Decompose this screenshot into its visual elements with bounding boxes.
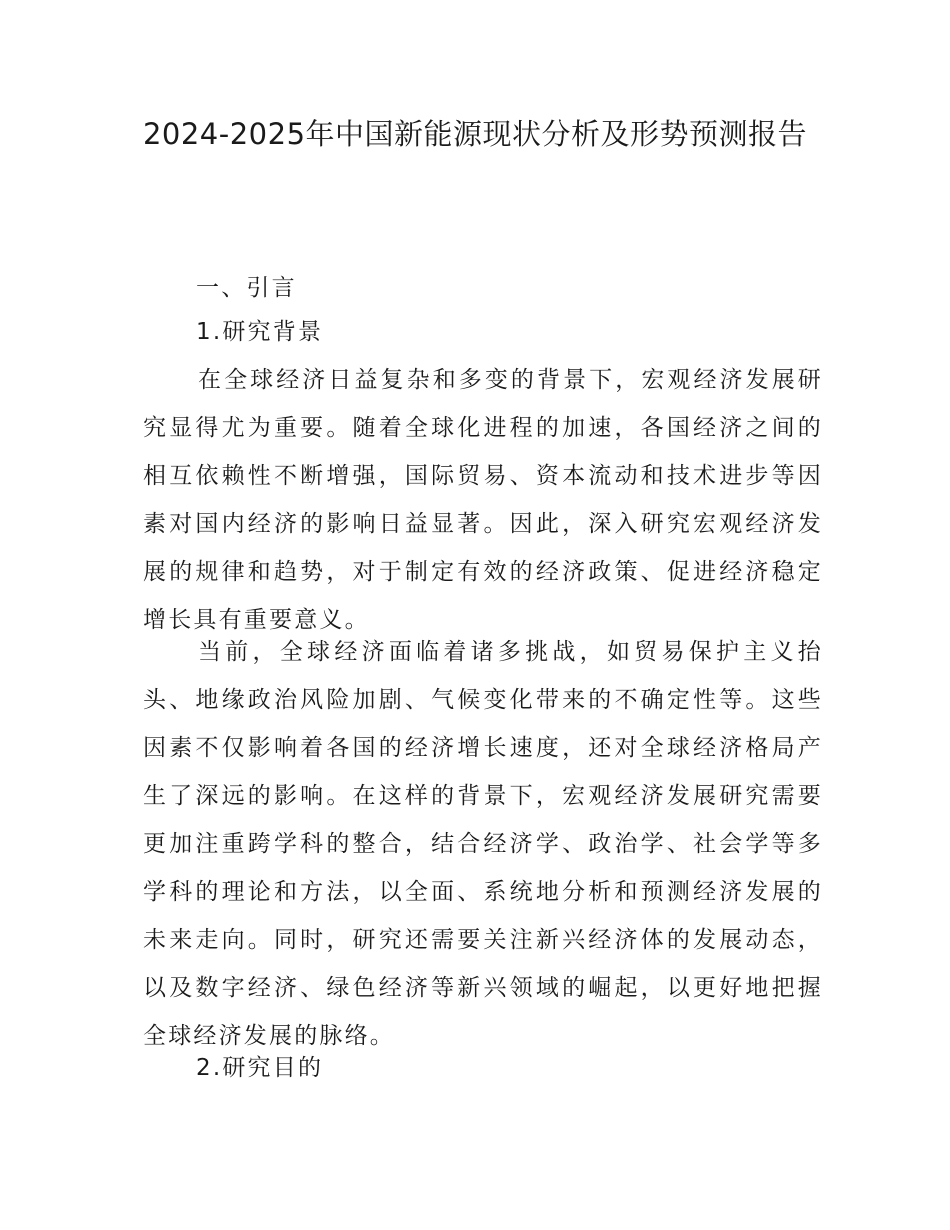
subsection-heading-background: 1.研究背景 <box>196 319 324 345</box>
paragraph-background-1: 在全球经济日益复杂和多变的背景下，宏观经济发展研究显得尤为重要。随着全球化进程的加速，各国经济之间的相互依赖性不断增强，国际贸易、资本流动和技术进步等因素对国内经济的影响日益显著。因此，深入研究宏观经济发展的规律和趋势，对于制定有效的经济政策、促进经济稳定增长具有重要意义。 <box>143 367 823 633</box>
document-title: 2024-2025年中国新能源现状分析及形势预测报告 <box>142 117 808 151</box>
section-heading: 一、引言 <box>196 275 297 301</box>
subsection-heading-purpose: 2.研究目的 <box>196 1055 324 1081</box>
paragraph-background-2: 当前，全球经济面临着诸多挑战，如贸易保护主义抬头、地缘政治风险加剧、气候变化带来的不确定性等。这些因素不仅影响着各国的经济增长速度，还对全球经济格局产生了深远的影响。在这样的背景下，宏观经济发展研究需要更加注重跨学科的整合，结合经济学、政治学、社会学等多学科的理论和方法，以全面、系统地分析和预测经济发展的未来走向。同时，研究还需要关注新兴经济体的发展动态，以及数字经济、绿色经济等新兴领域的崛起，以更好地把握全球经济发展的脉络。 <box>143 639 823 1049</box>
